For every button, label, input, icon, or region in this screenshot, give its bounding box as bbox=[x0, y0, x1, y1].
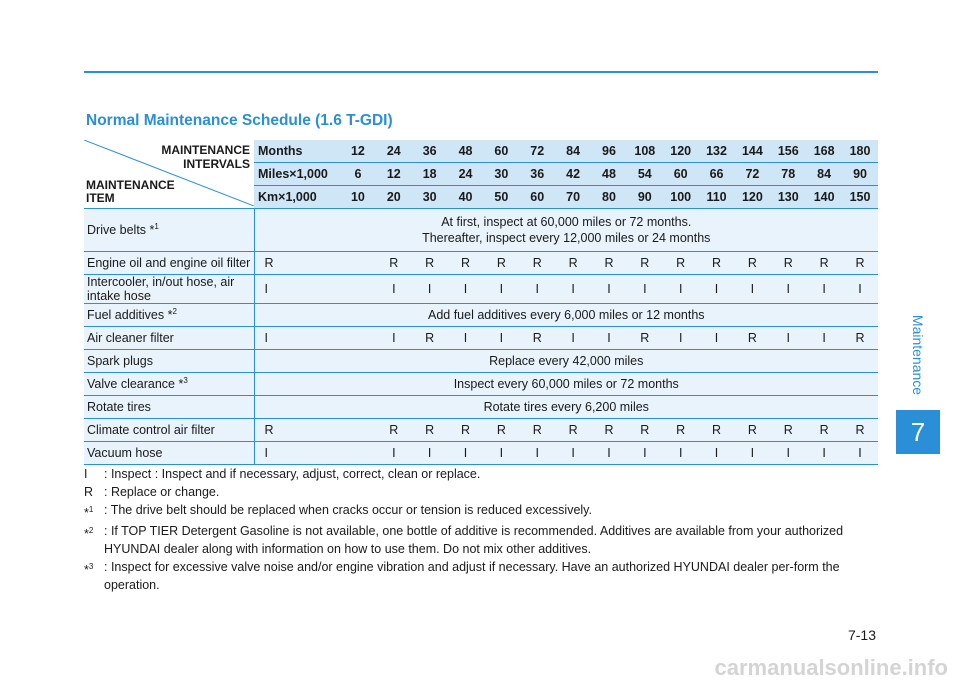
schedule-cell: I bbox=[254, 442, 376, 465]
schedule-note: Add fuel additives every 6,000 miles or 12 months bbox=[254, 304, 878, 327]
schedule-cell: R bbox=[770, 419, 806, 442]
schedule-cell: I bbox=[770, 275, 806, 304]
interval-cell: 6 bbox=[340, 163, 376, 186]
schedule-cell: I bbox=[412, 275, 448, 304]
interval-cell: 10 bbox=[340, 186, 376, 209]
interval-cell: 60 bbox=[663, 163, 699, 186]
chapter-label: Maintenance bbox=[910, 314, 927, 396]
schedule-cell: R bbox=[627, 327, 663, 350]
maintenance-item: Fuel additives *$^2$ bbox=[84, 304, 254, 327]
schedule-cell: R bbox=[448, 419, 484, 442]
schedule-cell: I bbox=[519, 275, 555, 304]
schedule-cell: R bbox=[806, 252, 842, 275]
footnote-mark: I bbox=[84, 467, 88, 481]
interval-unit-label: Miles×1,000 bbox=[254, 163, 340, 186]
schedule-cell: R bbox=[770, 252, 806, 275]
interval-cell: 96 bbox=[591, 140, 627, 163]
interval-cell: 90 bbox=[842, 163, 878, 186]
schedule-cell: R bbox=[412, 252, 448, 275]
maintenance-schedule-table bbox=[84, 140, 878, 465]
schedule-cell: I bbox=[734, 275, 770, 304]
schedule-cell: R bbox=[591, 419, 627, 442]
schedule-cell: R bbox=[663, 252, 699, 275]
page-number: 7-13 bbox=[847, 627, 876, 643]
maintenance-item: Spark plugs bbox=[84, 350, 254, 373]
table-row bbox=[84, 275, 878, 304]
schedule-cell: R bbox=[842, 252, 878, 275]
interval-cell: 72 bbox=[519, 140, 555, 163]
schedule-cell: R bbox=[842, 327, 878, 350]
interval-cell: 108 bbox=[627, 140, 663, 163]
schedule-cell: R bbox=[519, 327, 555, 350]
schedule-cell: R bbox=[555, 252, 591, 275]
header-row bbox=[84, 140, 878, 163]
maintenance-item: Climate control air filter bbox=[84, 419, 254, 442]
footnote bbox=[84, 522, 874, 558]
footnote-mark: *$^2$ bbox=[84, 526, 94, 542]
interval-cell: 36 bbox=[519, 163, 555, 186]
schedule-cell: I bbox=[627, 275, 663, 304]
interval-cell: 48 bbox=[591, 163, 627, 186]
interval-cell: 120 bbox=[663, 140, 699, 163]
schedule-cell: I bbox=[254, 275, 376, 304]
schedule-cell: I bbox=[699, 275, 735, 304]
schedule-cell: I bbox=[663, 275, 699, 304]
interval-cell: 150 bbox=[842, 186, 878, 209]
schedule-note: Rotate tires every 6,200 miles bbox=[254, 396, 878, 419]
schedule-cell: R bbox=[734, 252, 770, 275]
interval-cell: 40 bbox=[448, 186, 484, 209]
interval-unit-label: Months bbox=[254, 140, 340, 163]
interval-cell: 24 bbox=[376, 140, 412, 163]
schedule-cell: R bbox=[627, 252, 663, 275]
schedule-cell: R bbox=[699, 419, 735, 442]
table-row bbox=[84, 396, 878, 419]
schedule-cell: R bbox=[412, 419, 448, 442]
schedule-cell: I bbox=[448, 327, 484, 350]
footnote bbox=[84, 501, 874, 522]
interval-cell: 12 bbox=[376, 163, 412, 186]
schedule-cell: I bbox=[555, 442, 591, 465]
schedule-cell: R bbox=[448, 252, 484, 275]
footnote bbox=[84, 483, 874, 501]
schedule-cell: R bbox=[734, 419, 770, 442]
maintenance-item: Intercooler, in/out hose, air intake hose bbox=[84, 275, 254, 304]
schedule-cell: R bbox=[519, 252, 555, 275]
schedule-cell: R bbox=[806, 419, 842, 442]
schedule-cell: I bbox=[770, 442, 806, 465]
interval-cell: 60 bbox=[519, 186, 555, 209]
schedule-cell: I bbox=[555, 275, 591, 304]
interval-cell: 180 bbox=[842, 140, 878, 163]
schedule-cell: R bbox=[699, 252, 735, 275]
chapter-number: 7 bbox=[896, 410, 940, 454]
interval-cell: 80 bbox=[591, 186, 627, 209]
schedule-cell: I bbox=[412, 442, 448, 465]
schedule-cell: R bbox=[412, 327, 448, 350]
watermark: carmanualsonline.info bbox=[714, 655, 948, 680]
schedule-cell: I bbox=[770, 327, 806, 350]
maintenance-item: Rotate tires bbox=[84, 396, 254, 419]
schedule-cell: R bbox=[254, 252, 376, 275]
corner-header bbox=[84, 140, 254, 209]
schedule-note: At first, inspect at 60,000 miles or 72 months. Thereafter, inspect every 12,000 miles or 24 months bbox=[254, 209, 878, 252]
maintenance-item: Engine oil and engine oil filter bbox=[84, 252, 254, 275]
schedule-cell: I bbox=[699, 442, 735, 465]
schedule-cell: I bbox=[519, 442, 555, 465]
schedule-cell: R bbox=[627, 419, 663, 442]
interval-cell: 130 bbox=[770, 186, 806, 209]
interval-cell: 132 bbox=[699, 140, 735, 163]
schedule-cell: I bbox=[806, 327, 842, 350]
corner-item-label: MAINTENANCE ITEM bbox=[86, 178, 175, 205]
schedule-cell: I bbox=[448, 442, 484, 465]
schedule-cell: I bbox=[376, 275, 412, 304]
interval-cell: 70 bbox=[555, 186, 591, 209]
schedule-cell: I bbox=[483, 275, 519, 304]
interval-cell: 72 bbox=[734, 163, 770, 186]
interval-cell: 100 bbox=[663, 186, 699, 209]
interval-cell: 168 bbox=[806, 140, 842, 163]
maintenance-item: Air cleaner filter bbox=[84, 327, 254, 350]
footnote-text: : Inspect for excessive valve noise and/or engine vibration and adjust if necessary. Have an authorized HYUNDAI dealer per-form the operation. bbox=[104, 560, 840, 593]
schedule-note: Replace every 42,000 miles bbox=[254, 350, 878, 373]
footnotes bbox=[84, 465, 874, 594]
schedule-cell: R bbox=[591, 252, 627, 275]
interval-cell: 110 bbox=[699, 186, 735, 209]
footnote-text: : If TOP TIER Detergent Gasoline is not available, one bottle of additive is recommended. Additives are available from your authorized HYUNDAI dealer along with information on how to use them. Do not mix other additives. bbox=[104, 524, 844, 557]
interval-cell: 12 bbox=[340, 140, 376, 163]
schedule-cell: R bbox=[663, 419, 699, 442]
schedule-cell: I bbox=[806, 275, 842, 304]
interval-cell: 60 bbox=[483, 140, 519, 163]
interval-cell: 30 bbox=[412, 186, 448, 209]
footnote-mark: *$^1$ bbox=[84, 505, 94, 521]
interval-cell: 140 bbox=[806, 186, 842, 209]
table-row bbox=[84, 304, 878, 327]
schedule-cell: I bbox=[555, 327, 591, 350]
table-row bbox=[84, 419, 878, 442]
schedule-cell: I bbox=[591, 442, 627, 465]
interval-unit-label: Km×1,000 bbox=[254, 186, 340, 209]
footnote bbox=[84, 465, 874, 483]
schedule-cell: I bbox=[376, 442, 412, 465]
schedule-cell: I bbox=[254, 327, 376, 350]
schedule-cell: R bbox=[519, 419, 555, 442]
schedule-cell: I bbox=[591, 275, 627, 304]
footnote-text: : The drive belt should be replaced when cracks occur or tension is reduced excessively. bbox=[104, 503, 592, 517]
interval-cell: 48 bbox=[448, 140, 484, 163]
interval-cell: 78 bbox=[770, 163, 806, 186]
interval-cell: 84 bbox=[806, 163, 842, 186]
interval-cell: 30 bbox=[483, 163, 519, 186]
schedule-cell: R bbox=[376, 419, 412, 442]
interval-cell: 66 bbox=[699, 163, 735, 186]
schedule-cell: R bbox=[483, 419, 519, 442]
interval-cell: 144 bbox=[734, 140, 770, 163]
interval-cell: 42 bbox=[555, 163, 591, 186]
footnote-mark: R bbox=[84, 485, 94, 499]
schedule-cell: I bbox=[376, 327, 412, 350]
interval-cell: 120 bbox=[734, 186, 770, 209]
schedule-cell: I bbox=[734, 442, 770, 465]
footnote-text: : Inspect : Inspect and if necessary, adjust, correct, clean or replace. bbox=[104, 467, 481, 481]
table-row bbox=[84, 350, 878, 373]
maintenance-item: Vacuum hose bbox=[84, 442, 254, 465]
table-row bbox=[84, 209, 878, 252]
interval-cell: 18 bbox=[412, 163, 448, 186]
schedule-cell: I bbox=[448, 275, 484, 304]
schedule-cell: I bbox=[663, 327, 699, 350]
interval-cell: 36 bbox=[412, 140, 448, 163]
table-row bbox=[84, 442, 878, 465]
schedule-cell: I bbox=[591, 327, 627, 350]
interval-cell: 50 bbox=[483, 186, 519, 209]
schedule-cell: R bbox=[842, 419, 878, 442]
table-row bbox=[84, 252, 878, 275]
schedule-cell: R bbox=[254, 419, 376, 442]
schedule-cell: I bbox=[663, 442, 699, 465]
schedule-cell: R bbox=[734, 327, 770, 350]
schedule-cell: I bbox=[842, 275, 878, 304]
maintenance-item: Drive belts *$^1$ bbox=[84, 209, 254, 252]
top-rule bbox=[84, 71, 878, 73]
chapter-tab[interactable] bbox=[896, 300, 940, 456]
schedule-cell: R bbox=[555, 419, 591, 442]
maintenance-item: Valve clearance *$^3$ bbox=[84, 373, 254, 396]
schedule-cell: I bbox=[806, 442, 842, 465]
footnote bbox=[84, 558, 874, 594]
schedule-note: Inspect every 60,000 miles or 72 months bbox=[254, 373, 878, 396]
schedule-cell: I bbox=[483, 442, 519, 465]
interval-cell: 156 bbox=[770, 140, 806, 163]
schedule-cell: I bbox=[483, 327, 519, 350]
table-row bbox=[84, 373, 878, 396]
schedule-cell: I bbox=[842, 442, 878, 465]
footnote-mark: *$^3$ bbox=[84, 562, 94, 578]
schedule-cell: I bbox=[627, 442, 663, 465]
interval-cell: 84 bbox=[555, 140, 591, 163]
interval-cell: 90 bbox=[627, 186, 663, 209]
table-row bbox=[84, 327, 878, 350]
interval-cell: 24 bbox=[448, 163, 484, 186]
page-title: Normal Maintenance Schedule (1.6 T-GDI) bbox=[86, 112, 393, 129]
schedule-cell: I bbox=[699, 327, 735, 350]
interval-cell: 20 bbox=[376, 186, 412, 209]
schedule-cell: R bbox=[483, 252, 519, 275]
interval-cell: 54 bbox=[627, 163, 663, 186]
footnote-text: : Replace or change. bbox=[104, 485, 220, 499]
corner-intervals-label: MAINTENANCE INTERVALS bbox=[161, 143, 251, 171]
schedule-cell: R bbox=[376, 252, 412, 275]
